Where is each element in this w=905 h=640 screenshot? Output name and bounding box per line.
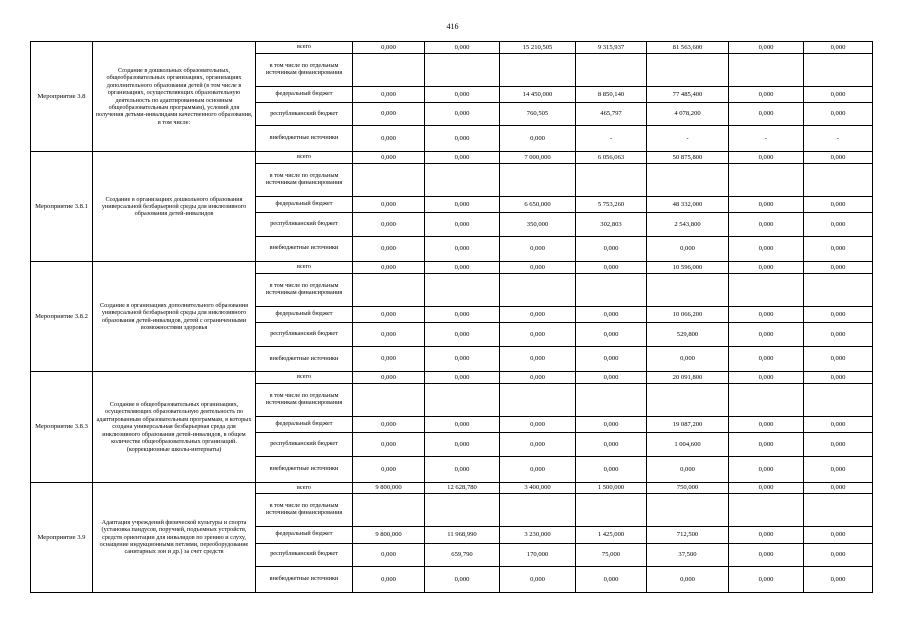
amount-cell: 4 078,200 — [647, 102, 729, 125]
funding-source: федеральный бюджет — [256, 86, 353, 102]
amount-cell: 0,000 — [804, 42, 873, 54]
amount-cell: 0,000 — [425, 262, 500, 274]
amount-cell: 0,000 — [353, 567, 425, 593]
amount-cell: 0,000 — [804, 482, 873, 494]
amount-cell: 0,000 — [500, 126, 576, 152]
table-row — [31, 262, 873, 274]
amount-cell: 0,000 — [647, 346, 729, 372]
funding-source: внебюджетные источники — [256, 236, 353, 262]
amount-cell: 0,000 — [500, 417, 576, 433]
amount-cell — [500, 163, 576, 196]
amount-cell: 0,000 — [353, 126, 425, 152]
funding-source: внебюджетные источники — [256, 126, 353, 152]
amount-cell: 760,505 — [500, 102, 576, 125]
amount-cell: 170,000 — [500, 543, 576, 566]
amount-cell: 0,000 — [804, 262, 873, 274]
funding-source: республиканский бюджет — [256, 213, 353, 236]
amount-cell — [353, 274, 425, 307]
amount-cell: 0,000 — [729, 42, 804, 54]
amount-cell: 0,000 — [353, 236, 425, 262]
funding-source: в том числе по отдельным источникам финансирования — [256, 384, 353, 417]
funding-source: всего — [256, 372, 353, 384]
amount-cell: - — [804, 126, 873, 152]
amount-cell — [729, 53, 804, 86]
amount-cell: 750,000 — [647, 482, 729, 494]
amount-cell: 0,000 — [729, 456, 804, 482]
amount-cell — [425, 494, 500, 527]
amount-cell: 0,000 — [804, 543, 873, 566]
amount-cell: 0,000 — [804, 567, 873, 593]
funding-source: в том числе по отдельным источникам финансирования — [256, 163, 353, 196]
amount-cell: 0,000 — [729, 527, 804, 543]
amount-cell — [647, 494, 729, 527]
amount-cell: 9 800,000 — [353, 527, 425, 543]
amount-cell: 6 056,063 — [576, 152, 647, 164]
amount-cell: - — [576, 126, 647, 152]
amount-cell: 48 332,000 — [647, 196, 729, 212]
amount-cell — [425, 384, 500, 417]
amount-cell: 0,000 — [804, 323, 873, 346]
amount-cell: 0,000 — [425, 417, 500, 433]
amount-cell: 0,000 — [353, 213, 425, 236]
amount-cell: 0,000 — [353, 323, 425, 346]
amount-cell: 0,000 — [804, 306, 873, 322]
amount-cell: 11 968,990 — [425, 527, 500, 543]
amount-cell: 0,000 — [353, 433, 425, 456]
funding-source: внебюджетные источники — [256, 567, 353, 593]
amount-cell: 81 563,600 — [647, 42, 729, 54]
table-row — [31, 372, 873, 384]
amount-cell: 0,000 — [647, 456, 729, 482]
amount-cell: 7 000,000 — [500, 152, 576, 164]
amount-cell: 0,000 — [500, 372, 576, 384]
amount-cell: 1 425,000 — [576, 527, 647, 543]
amount-cell — [353, 384, 425, 417]
amount-cell: 0,000 — [576, 372, 647, 384]
amount-cell: 9 315,937 — [576, 42, 647, 54]
measure-code: Мероприятие 3.8.2 — [31, 262, 93, 372]
amount-cell: 465,797 — [576, 102, 647, 125]
amount-cell: 0,000 — [500, 346, 576, 372]
amount-cell: 0,000 — [804, 527, 873, 543]
amount-cell — [647, 384, 729, 417]
amount-cell — [353, 53, 425, 86]
funding-source: федеральный бюджет — [256, 417, 353, 433]
amount-cell: 0,000 — [425, 323, 500, 346]
amount-cell: 0,000 — [500, 456, 576, 482]
page-number: 416 — [446, 22, 459, 31]
amount-cell: 0,000 — [576, 306, 647, 322]
amount-cell: 0,000 — [425, 196, 500, 212]
amount-cell: 0,000 — [500, 323, 576, 346]
amount-cell: 0,000 — [729, 417, 804, 433]
amount-cell — [804, 494, 873, 527]
amount-cell: 0,000 — [425, 236, 500, 262]
measure-description: Создание в общеобразовательных организациях, осуществляющих образовательную деятельность по адаптированным образовательным программам, в которых создана универсальная безбарьерная среда для инклюзивного образования детей-инвалидов, в общем количестве общеобразовательных организаций. (коррекционные школы-интернаты) — [93, 372, 256, 482]
amount-cell: 0,000 — [647, 236, 729, 262]
amount-cell: 0,000 — [500, 236, 576, 262]
amount-cell: 0,000 — [425, 152, 500, 164]
amount-cell — [576, 163, 647, 196]
measure-description: Адаптация учреждений физической культуры и спорта (установка пандусов, поручней, подъемных устройств, средств ориентации для инвалидов по зрению и слуху, оснащение индукционными петлями, переоборудование санитарных зон и др.) за счет средств — [93, 482, 256, 592]
funding-source: внебюджетные источники — [256, 456, 353, 482]
amount-cell: 0,000 — [425, 456, 500, 482]
amount-cell: 0,000 — [804, 372, 873, 384]
amount-cell: 2 543,800 — [647, 213, 729, 236]
amount-cell: 0,000 — [425, 42, 500, 54]
amount-cell: 1 004,600 — [647, 433, 729, 456]
amount-cell: 9 800,000 — [353, 482, 425, 494]
amount-cell: 14 450,000 — [500, 86, 576, 102]
amount-cell: 0,000 — [353, 543, 425, 566]
table-row — [31, 482, 873, 494]
amount-cell: 0,000 — [729, 346, 804, 372]
amount-cell: 0,000 — [425, 567, 500, 593]
funding-source: республиканский бюджет — [256, 543, 353, 566]
amount-cell: 0,000 — [576, 346, 647, 372]
amount-cell — [353, 163, 425, 196]
amount-cell: 6 650,000 — [500, 196, 576, 212]
amount-cell: 10 596,000 — [647, 262, 729, 274]
amount-cell — [576, 53, 647, 86]
amount-cell: 0,000 — [576, 323, 647, 346]
amount-cell: 0,000 — [353, 456, 425, 482]
amount-cell: 0,000 — [804, 102, 873, 125]
amount-cell: 0,000 — [425, 306, 500, 322]
measure-code: Мероприятие 3.9 — [31, 482, 93, 592]
amount-cell: 0,000 — [576, 262, 647, 274]
amount-cell: 50 875,800 — [647, 152, 729, 164]
amount-cell: 0,000 — [729, 372, 804, 384]
amount-cell: 0,000 — [729, 236, 804, 262]
amount-cell: 0,000 — [729, 102, 804, 125]
amount-cell — [647, 163, 729, 196]
amount-cell: - — [729, 126, 804, 152]
amount-cell — [576, 494, 647, 527]
amount-cell — [576, 274, 647, 307]
amount-cell: 0,000 — [353, 86, 425, 102]
measure-code: Мероприятие 3.8.1 — [31, 152, 93, 262]
amount-cell — [425, 274, 500, 307]
amount-cell: 0,000 — [729, 543, 804, 566]
amount-cell: 15 210,505 — [500, 42, 576, 54]
amount-cell: 75,000 — [576, 543, 647, 566]
funding-source: федеральный бюджет — [256, 527, 353, 543]
amount-cell: 0,000 — [647, 567, 729, 593]
amount-cell: 0,000 — [425, 213, 500, 236]
amount-cell: 19 087,200 — [647, 417, 729, 433]
amount-cell: 3 400,000 — [500, 482, 576, 494]
measure-description: Создание в организациях дополнительного образования универсальной безбарьерной среды для инклюзивного образования детей-инвалидов, детей с ограниченными возможностями здоровья — [93, 262, 256, 372]
amount-cell: 0,000 — [425, 86, 500, 102]
amount-cell — [647, 53, 729, 86]
amount-cell — [729, 274, 804, 307]
amount-cell: 0,000 — [425, 126, 500, 152]
amount-cell: 0,000 — [500, 306, 576, 322]
amount-cell: 12 628,780 — [425, 482, 500, 494]
amount-cell: 0,000 — [804, 433, 873, 456]
amount-cell: 0,000 — [804, 456, 873, 482]
amount-cell: 0,000 — [729, 323, 804, 346]
funding-source: федеральный бюджет — [256, 306, 353, 322]
amount-cell: 0,000 — [729, 86, 804, 102]
amount-cell — [729, 163, 804, 196]
funding-source: в том числе по отдельным источникам финансирования — [256, 494, 353, 527]
amount-cell: 10 066,200 — [647, 306, 729, 322]
amount-cell: 0,000 — [804, 213, 873, 236]
funding-source: в том числе по отдельным источникам финансирования — [256, 53, 353, 86]
amount-cell — [804, 384, 873, 417]
amount-cell: 0,000 — [576, 417, 647, 433]
amount-cell: 0,000 — [353, 102, 425, 125]
amount-cell: 0,000 — [729, 306, 804, 322]
amount-cell: 0,000 — [729, 482, 804, 494]
funding-source: всего — [256, 152, 353, 164]
amount-cell: 8 850,140 — [576, 86, 647, 102]
amount-cell: 0,000 — [804, 236, 873, 262]
funding-source: федеральный бюджет — [256, 196, 353, 212]
amount-cell: 0,000 — [729, 196, 804, 212]
amount-cell: 0,000 — [576, 456, 647, 482]
amount-cell: 0,000 — [804, 346, 873, 372]
amount-cell: 0,000 — [353, 306, 425, 322]
amount-cell: 0,000 — [425, 346, 500, 372]
amount-cell — [500, 494, 576, 527]
amount-cell — [500, 274, 576, 307]
amount-cell: 659,790 — [425, 543, 500, 566]
table-row — [31, 152, 873, 164]
amount-cell: 712,500 — [647, 527, 729, 543]
amount-cell: 0,000 — [353, 372, 425, 384]
amount-cell: 0,000 — [576, 236, 647, 262]
amount-cell: 77 485,400 — [647, 86, 729, 102]
measure-description: Создание в организациях дошкольного образования универсальной безбарьерной среды для инклюзивного образования детей-инвалидов — [93, 152, 256, 262]
measure-code: Мероприятие 3.8 — [31, 42, 93, 152]
funding-source: республиканский бюджет — [256, 323, 353, 346]
amount-cell — [425, 53, 500, 86]
amount-cell: 302,803 — [576, 213, 647, 236]
amount-cell — [500, 384, 576, 417]
funding-source: в том числе по отдельным источникам финансирования — [256, 274, 353, 307]
amount-cell: 0,000 — [729, 433, 804, 456]
amount-cell: 0,000 — [576, 567, 647, 593]
budget-table — [30, 41, 873, 593]
amount-cell: 0,000 — [500, 433, 576, 456]
amount-cell — [576, 384, 647, 417]
amount-cell: - — [647, 126, 729, 152]
amount-cell: 0,000 — [353, 262, 425, 274]
amount-cell: 0,000 — [353, 417, 425, 433]
amount-cell: 0,000 — [425, 102, 500, 125]
amount-cell — [729, 494, 804, 527]
amount-cell — [804, 163, 873, 196]
amount-cell: 0,000 — [804, 417, 873, 433]
amount-cell — [353, 494, 425, 527]
amount-cell: 529,800 — [647, 323, 729, 346]
amount-cell: 20 091,800 — [647, 372, 729, 384]
funding-source: внебюджетные источники — [256, 346, 353, 372]
amount-cell: 0,000 — [500, 262, 576, 274]
amount-cell: 3 230,000 — [500, 527, 576, 543]
amount-cell: 0,000 — [804, 196, 873, 212]
measure-code: Мероприятие 3.8.3 — [31, 372, 93, 482]
amount-cell — [500, 53, 576, 86]
amount-cell: 0,000 — [804, 86, 873, 102]
amount-cell: 0,000 — [353, 42, 425, 54]
amount-cell: 0,000 — [425, 433, 500, 456]
amount-cell — [729, 384, 804, 417]
amount-cell: 0,000 — [729, 152, 804, 164]
measure-description: Создание в дошкольных образовательных, общеобразовательных организациях, организациях дополнительного образования детей (в том числе в организациях, осуществляющих образовательную деятельность по адаптированным основным общеобразовательным программам), условий для получения детьми-инвалидами качественного образования, в том числе: — [93, 42, 256, 152]
amount-cell: 0,000 — [353, 152, 425, 164]
funding-source: республиканский бюджет — [256, 102, 353, 125]
amount-cell: 0,000 — [353, 346, 425, 372]
amount-cell: 0,000 — [729, 213, 804, 236]
amount-cell — [647, 274, 729, 307]
funding-source: всего — [256, 482, 353, 494]
funding-source: всего — [256, 262, 353, 274]
table-row — [31, 42, 873, 54]
amount-cell: 0,000 — [576, 433, 647, 456]
amount-cell: 0,000 — [425, 372, 500, 384]
funding-source: всего — [256, 42, 353, 54]
amount-cell: 0,000 — [804, 152, 873, 164]
amount-cell: 0,000 — [729, 262, 804, 274]
amount-cell: 0,000 — [729, 567, 804, 593]
amount-cell: 5 753,260 — [576, 196, 647, 212]
amount-cell: 1 500,000 — [576, 482, 647, 494]
amount-cell: 0,000 — [500, 567, 576, 593]
amount-cell — [804, 274, 873, 307]
amount-cell: 350,000 — [500, 213, 576, 236]
amount-cell — [804, 53, 873, 86]
amount-cell: 37,500 — [647, 543, 729, 566]
funding-source: республиканский бюджет — [256, 433, 353, 456]
amount-cell — [425, 163, 500, 196]
amount-cell: 0,000 — [353, 196, 425, 212]
